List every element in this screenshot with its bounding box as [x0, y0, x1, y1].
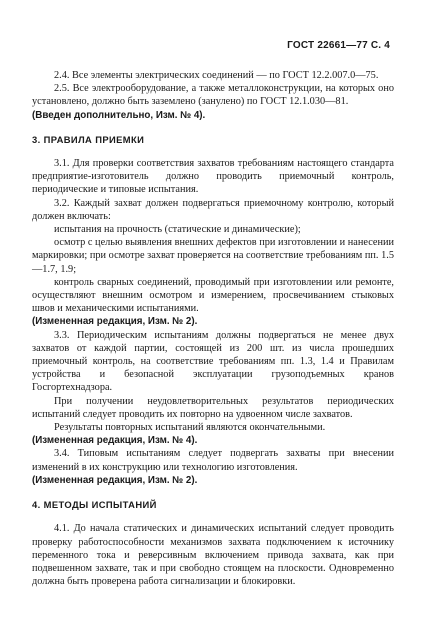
clause-3-1: 3.1. Для проверки соответствия захватов требованиям настоящего стандарта предприятие-изготовитель должно проводить приемочный контроль, периодические и типовые испытания.	[32, 158, 394, 196]
amendment-note: (Измененная редакция, Изм. № 4).	[32, 435, 198, 447]
amendment-note: (Введен дополнительно, Изм. № 4).	[32, 109, 206, 121]
page-header: ГОСТ 22661—77 С. 4	[287, 40, 390, 51]
amendment-note: (Измененная редакция, Изм. № 2).	[32, 474, 198, 486]
clause-2-4: 2.4. Все элементы электрических соединений — по ГОСТ 12.2.007.0—75.	[54, 70, 379, 81]
list-item: контроль сварных соединений, проводимый при изготовлении или ремонте, осуществляют внешним осмотром и измерением, просвечиванием стыковых швов и механическими испытаниями.	[32, 276, 394, 315]
clause-4-1: 4.1. До начала статических и динамических испытаний следует проводить проверку работоспособности механизмов захвата подключением к источнику переменного тока и реверсивным включением привода захвата, как при подвешенном захвате, так и при свободно стоящем на плоскости. Одновременно должна быть проверена работа сигнализации и блокировки.	[32, 523, 394, 588]
list-item: испытания на прочность (статические и динамические);	[54, 224, 301, 236]
amendment-note: (Измененная редакция, Изм. № 2).	[32, 316, 198, 328]
clause-2-5: 2.5. Все электрооборудование, а также металлоконструкции, на которых оно установлено, должно быть заземлено (занулено) по ГОСТ 12.1.030—81.	[32, 83, 394, 108]
clause-3-3: 3.3. Периодическим испытаниям должны подвергаться не менее двух захватов от каждой партии, состоящей из 200 шт. из числа прошедших приемочный контроль, на соответствие требованиям пп. 1.3, 1.4 и Правилам устройства и безопасной эксплуатации грузоподъемных кранов Госгортехнадзора.	[32, 329, 394, 394]
clause-3-3-retest: При получении неудовлетворительных результатов периодических испытаний следует проводить их повторно на удвоенном числе захватов.	[32, 395, 394, 420]
clause-3-2: 3.2. Каждый захват должен подвергаться приемочному контролю, который должен включать:	[32, 197, 394, 222]
section-heading-acceptance: 3. ПРАВИЛА ПРИЕМКИ	[32, 133, 145, 145]
clause-3-3-final: Результаты повторных испытаний являются окончательными.	[54, 422, 326, 434]
list-item: осмотр с целью выявления внешних дефектов при изготовлении и нанесении маркировки; при осмотре захват проверяется на соответствие требованиям пп. 1.5—1.7, 1.9;	[32, 237, 394, 275]
document-body	[32, 69, 394, 588]
clause-3-4: 3.4. Типовым испытаниям следует подвергать захваты при внесении изменений в их конструкцию или технологию изготовления.	[32, 448, 394, 473]
section-heading-test-methods: 4. МЕТОДЫ ИСПЫТАНИЙ	[32, 499, 157, 511]
